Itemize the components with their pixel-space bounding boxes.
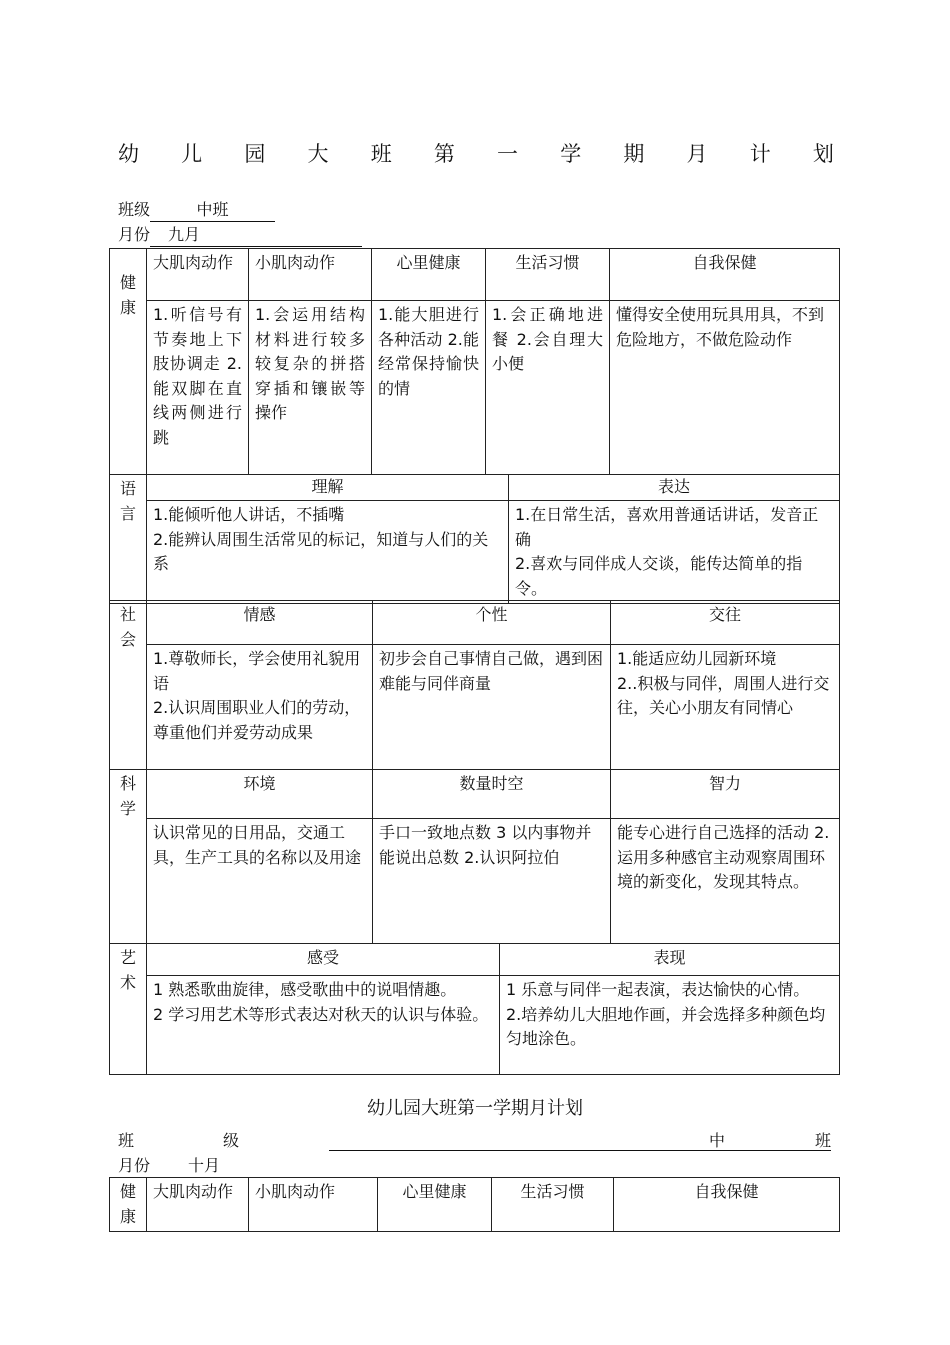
text-line: 1.在日常生活，喜欢用普通话讲话，发音正确 [515, 505, 819, 549]
text-line: 2.培养幼儿大胆地作画，并会选择多种颜色均匀地涂色。 [506, 1004, 826, 1048]
class-line [118, 199, 275, 222]
col-header: 数量时空 [373, 770, 611, 819]
text-line: 2.能辨认周围生活常见的标记，知道与人们的关系 [153, 529, 489, 573]
title-char: 一 [497, 142, 519, 166]
month-label: 月份 [118, 225, 151, 244]
title-char: 幼 [118, 142, 139, 166]
society-personality-cell [373, 645, 611, 770]
health-cell: 1.听信号有节奏地上下肢协调走 2.能双脚在直线两侧进行跳 [147, 301, 249, 475]
society-table [109, 600, 840, 770]
science-intellect-cell: 能专心进行自己选择的活动 2.运用多种感官主动观察周围环境的新变化，发现其特点。 [611, 819, 840, 944]
class-value-char: 中 [709, 1131, 726, 1150]
text-line: 2 学习用艺术等形式表达对秋天的认识与体验。 [153, 1004, 489, 1024]
col-header: 感受 [147, 944, 500, 976]
health-cell: 1.能大胆进行各种活动 2.能经常保持愉快的情 [372, 301, 486, 475]
society-interaction-cell [611, 645, 840, 770]
text-line: 初步会自己事情自己做，遇到困难能与同伴商量 [379, 649, 604, 693]
health-table-2 [109, 1177, 840, 1232]
title-char: 园 [244, 142, 266, 166]
health-cell: 1.会运用结构材料进行较多较复杂的拼搭穿插和镶嵌等操作 [249, 301, 372, 475]
class-value-underline [329, 1130, 831, 1151]
science-quantity-cell: 手口一致地点数 3 以内事物并能说出总数 2.认识阿拉伯 [373, 819, 611, 944]
month-value: 九月 [150, 224, 362, 247]
class-label-char: 班 [118, 1131, 135, 1150]
society-emotion-cell [147, 645, 373, 770]
science-environment-cell: 认识常见的日用品，交通工具，生产工具的名称以及用途 [147, 819, 373, 944]
health-table [109, 248, 840, 475]
text-line: 2..积极与同伴，周围人进行交往，关心小朋友有同情心 [617, 673, 830, 717]
art-feel-cell [147, 976, 500, 1075]
col-header: 环境 [147, 770, 373, 819]
month-label: 月份 [118, 1156, 151, 1175]
col-header: 心里健康 [378, 1178, 492, 1232]
category-society: 社会 [110, 601, 147, 770]
title-char: 儿 [181, 142, 203, 166]
language-express-cell [509, 501, 840, 604]
col-header: 自我保健 [610, 249, 840, 301]
text-line: 1 熟悉歌曲旋律，感受歌曲中的说唱情趣。 [153, 980, 457, 999]
class-line-2 [118, 1130, 831, 1152]
text-line: 1.能倾听他人讲话，不插嘴 [153, 505, 345, 524]
col-header: 交往 [611, 601, 840, 645]
text-line: 1.尊敬师长，学会使用礼貌用语 [153, 649, 361, 693]
col-header: 智力 [611, 770, 840, 819]
month-line-2 [118, 1155, 348, 1178]
col-header: 大肌肉动作 [147, 1178, 249, 1232]
col-header: 表达 [509, 475, 840, 501]
col-header: 理解 [147, 475, 509, 501]
page-title [118, 138, 834, 168]
art-table [109, 943, 840, 1075]
col-header: 自我保健 [614, 1178, 840, 1232]
col-header: 小肌肉动作 [249, 1178, 378, 1232]
class-label-char: 级 [223, 1131, 240, 1150]
title-char: 月 [686, 142, 708, 166]
month-value: 十月 [150, 1155, 348, 1178]
title-char: 计 [749, 142, 771, 166]
col-header: 小肌肉动作 [249, 249, 372, 301]
class-label: 班级 [118, 200, 151, 219]
title-char: 大 [307, 142, 329, 166]
class-value-char: 班 [815, 1131, 832, 1150]
category-art: 艺术 [110, 944, 147, 1075]
text-line: 2.喜欢与同伴成人交谈，能传达简单的指令。 [515, 554, 803, 598]
health-cell: 1.会正确地进餐 2.会自理大小便 [486, 301, 610, 475]
category-science: 科学 [110, 770, 147, 944]
category-language: 语言 [110, 475, 147, 604]
text-line: 1.能适应幼儿园新环境 [617, 649, 777, 668]
science-table [109, 769, 840, 944]
health-cell: 懂得安全使用玩具用具，不到危险地方，不做危险动作 [610, 301, 840, 475]
col-header: 个性 [373, 601, 611, 645]
language-table [109, 474, 840, 604]
language-understand-cell [147, 501, 509, 604]
title-char: 班 [370, 142, 392, 166]
title-char: 第 [433, 142, 455, 166]
col-header: 大肌肉动作 [147, 249, 249, 301]
page-title-2: 幼儿园大班第一学期月计划 [367, 1098, 583, 1119]
title-char: 学 [560, 142, 582, 166]
title-char: 划 [812, 142, 834, 166]
category-health: 健康 [110, 249, 147, 475]
col-header: 表现 [500, 944, 840, 976]
col-header: 生活习惯 [486, 249, 610, 301]
col-header: 生活习惯 [492, 1178, 614, 1232]
class-value: 中班 [150, 199, 275, 222]
text-line: 2.认识周围职业人们的劳动，尊重他们并爱劳动成果 [153, 698, 361, 742]
title-char: 期 [623, 142, 645, 166]
text-line: 1 乐意与同伴一起表演，表达愉快的心情。 [506, 980, 810, 999]
col-header: 情感 [147, 601, 373, 645]
art-express-cell [500, 976, 840, 1075]
month-line [118, 224, 362, 247]
category-health: 健康 [110, 1178, 147, 1232]
col-header: 心里健康 [372, 249, 486, 301]
